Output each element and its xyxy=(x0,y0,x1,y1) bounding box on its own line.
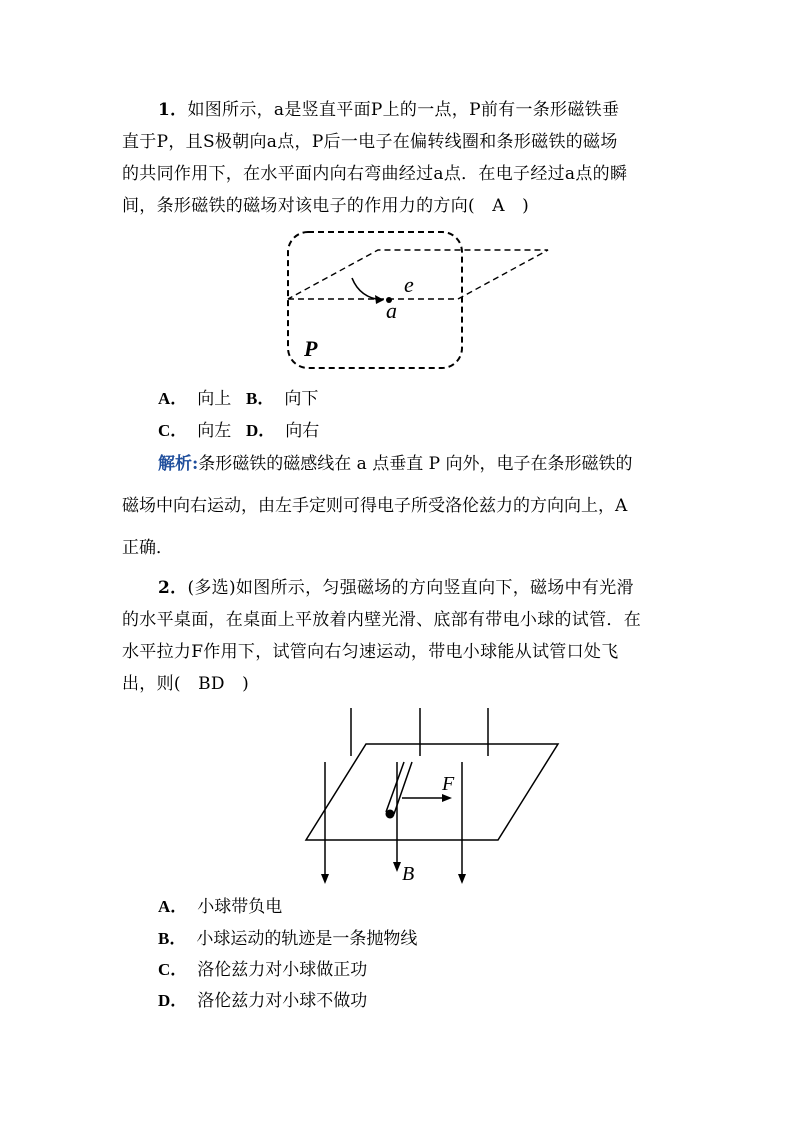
analysis-line-3: 正确． xyxy=(122,538,173,558)
test-tube xyxy=(386,762,412,814)
label-e: e xyxy=(404,272,414,297)
q1-option-D: D． 向右 xyxy=(246,421,320,441)
label-F: F xyxy=(442,773,455,795)
q2-line-1: 2．(多选)如图所示，匀强磁场的方向竖直向下，磁场中有光滑 xyxy=(158,578,634,598)
q1-option-B: B． 向下 xyxy=(246,389,319,409)
charged-ball xyxy=(386,810,395,819)
q2-option-A: A． 小球带负电 xyxy=(158,897,283,917)
q1-line-4: 间，条形磁铁的磁场对该电子的作用力的方向( A ) xyxy=(122,196,530,216)
analysis-line-2: 磁场中向右运动，由左手定则可得电子所受洛伦兹力的方向向上，A xyxy=(122,496,628,516)
label-P: P xyxy=(304,336,318,361)
label-a: a xyxy=(386,298,397,323)
q2-option-B: B． 小球运动的轨迹是一条抛物线 xyxy=(158,929,418,949)
horizontal-plane xyxy=(288,250,548,299)
question-2-stem xyxy=(122,572,678,700)
q1-option-A: A． 向上 xyxy=(158,389,232,409)
q1-line-2: 直于P，且S极朝向a点，P后一电子在偏转线圈和条形磁铁的磁场 xyxy=(122,132,618,152)
q2-figure xyxy=(296,706,568,888)
label-B: B xyxy=(402,863,415,885)
q2-option-C: C． 洛伦兹力对小球做正功 xyxy=(158,960,368,980)
q1-line-1: 1．如图所示，a是竖直平面P上的一点，P前有一条形磁铁垂 xyxy=(158,100,620,120)
q1-line-3: 的共同作用下，在水平面内向右弯曲经过a点．在电子经过a点的瞬 xyxy=(122,164,628,184)
q2-line-2: 的水平桌面，在桌面上平放着内壁光滑、底部有带电小球的试管．在 xyxy=(122,610,641,630)
q1-figure xyxy=(280,228,560,374)
q1-analysis xyxy=(122,443,682,569)
analysis-label: 解析: xyxy=(158,454,199,474)
tabletop xyxy=(306,744,558,840)
q2-line-3: 水平拉力F作用下，试管向右匀速运动，带电小球能从试管口处飞 xyxy=(122,642,619,662)
question-1-stem xyxy=(122,94,678,222)
analysis-line-1: 解析:条形磁铁的磁感线在 a 点垂直 P 向外，电子在条形磁铁的 xyxy=(158,454,633,474)
q2-line-4: 出，则( BD ) xyxy=(122,674,250,694)
q2-option-D: D． 洛伦兹力对小球不做功 xyxy=(158,991,368,1011)
q1-option-C: C． 向左 xyxy=(158,421,232,441)
